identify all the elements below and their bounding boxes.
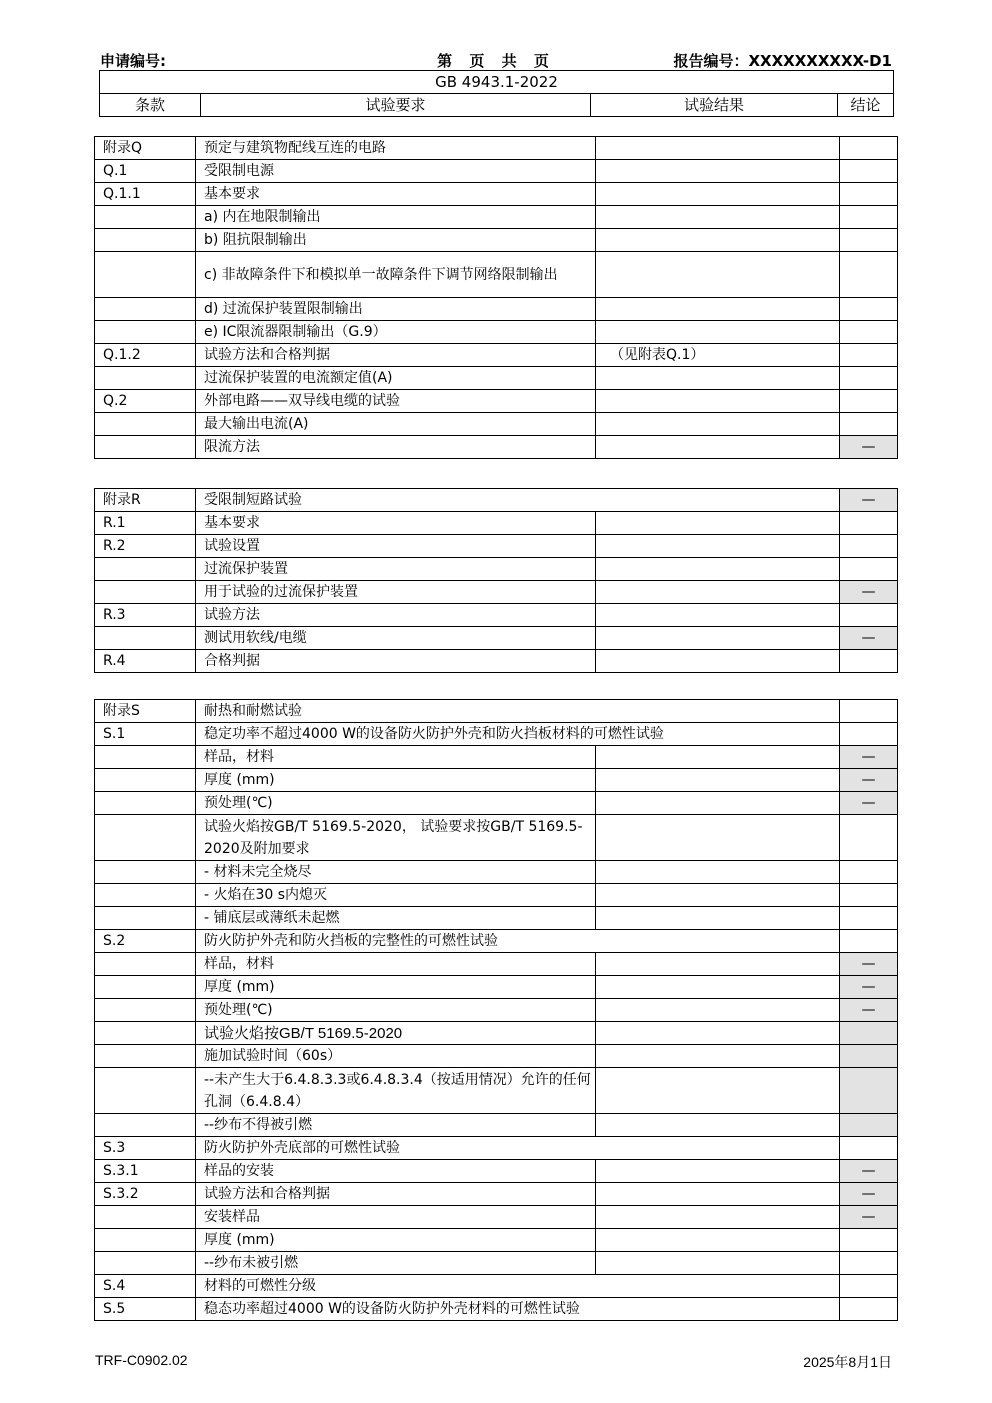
table-row — [95, 1275, 898, 1298]
table-row — [95, 1114, 898, 1137]
requirement-cell: d) 过流保护装置限制输出 — [196, 298, 596, 321]
clause-cell — [95, 229, 196, 252]
verdict-cell — [840, 1022, 898, 1045]
table-row — [95, 1252, 898, 1275]
requirement-cell: 试验方法和合格判据 — [196, 344, 596, 367]
clause-cell — [95, 413, 196, 436]
clause-cell: S.5 — [95, 1298, 196, 1321]
verdict-cell — [840, 1068, 898, 1114]
clause-cell — [95, 581, 196, 604]
result-cell — [596, 1252, 840, 1275]
table-row — [95, 390, 898, 413]
verdict-cell: — — [840, 1206, 898, 1229]
result-cell — [596, 792, 840, 815]
result-cell — [596, 512, 840, 535]
requirement-cell: 受限制短路试验 — [196, 489, 840, 512]
clause-cell — [95, 769, 196, 792]
verdict-cell: — — [840, 1160, 898, 1183]
verdict-cell — [840, 650, 898, 673]
clause-cell: R.3 — [95, 604, 196, 627]
table-row — [95, 746, 898, 769]
result-cell — [596, 1183, 840, 1206]
clause-cell — [95, 1206, 196, 1229]
requirement-cell: 材料的可燃性分级 — [196, 1275, 840, 1298]
requirement-cell: 预处理(℃) — [196, 999, 596, 1022]
table-row — [95, 999, 898, 1022]
verdict-cell: — — [840, 489, 898, 512]
verdict-cell: — — [840, 953, 898, 976]
result-cell — [596, 581, 840, 604]
verdict-cell — [840, 1045, 898, 1068]
clause-cell: S.3.2 — [95, 1183, 196, 1206]
result-cell — [596, 160, 840, 183]
clause-cell — [95, 321, 196, 344]
result-cell — [596, 229, 840, 252]
result-cell — [596, 137, 840, 160]
verdict-cell — [840, 160, 898, 183]
result-cell — [596, 1206, 840, 1229]
table-row — [95, 769, 898, 792]
verdict-cell — [840, 229, 898, 252]
col-header-requirement: 试验要求 — [201, 94, 591, 117]
requirement-cell: 受限制电源 — [196, 160, 596, 183]
table-row — [95, 535, 898, 558]
clause-cell: S.4 — [95, 1275, 196, 1298]
table-row — [95, 1160, 898, 1183]
requirement-cell: 基本要求 — [196, 512, 596, 535]
clause-cell: S.1 — [95, 723, 196, 746]
requirement-cell: 施加试验时间（60s） — [196, 1045, 596, 1068]
col-header-result: 试验结果 — [591, 94, 838, 117]
requirement-cell: - 铺底层或薄纸未起燃 — [196, 907, 596, 930]
result-cell — [596, 1229, 840, 1252]
verdict-cell: — — [840, 627, 898, 650]
requirement-cell: e) IC限流器限制输出（G.9） — [196, 321, 596, 344]
requirement-cell: 样品，材料 — [196, 953, 596, 976]
requirement-cell: - 材料未完全烧尽 — [196, 861, 596, 884]
result-cell — [596, 367, 840, 390]
clause-cell: Q.2 — [95, 390, 196, 413]
table-row — [95, 1298, 898, 1321]
result-cell — [596, 390, 840, 413]
col-header-verdict: 结论 — [838, 94, 894, 117]
clause-cell — [95, 999, 196, 1022]
verdict-cell — [840, 604, 898, 627]
verdict-cell: — — [840, 769, 898, 792]
requirement-cell: 过流保护装置 — [196, 558, 596, 581]
requirement-cell: 基本要求 — [196, 183, 596, 206]
requirement-cell: --纱布未被引燃 — [196, 1252, 596, 1275]
table-row — [95, 907, 898, 930]
verdict-cell — [840, 413, 898, 436]
requirement-cell: 预定与建筑物配线互连的电路 — [196, 137, 596, 160]
verdict-cell — [840, 558, 898, 581]
clause-cell — [95, 907, 196, 930]
verdict-cell — [840, 298, 898, 321]
table-row — [95, 604, 898, 627]
verdict-cell — [840, 723, 898, 746]
requirement-cell: 样品，材料 — [196, 746, 596, 769]
requirement-cell: 预处理(℃) — [196, 792, 596, 815]
verdict-cell — [840, 512, 898, 535]
result-cell — [596, 252, 840, 298]
result-cell — [596, 1114, 840, 1137]
verdict-cell — [840, 137, 898, 160]
requirement-cell: b) 阻抗限制输出 — [196, 229, 596, 252]
verdict-cell: — — [840, 999, 898, 1022]
clause-cell — [95, 976, 196, 999]
clause-cell — [95, 815, 196, 861]
verdict-cell: — — [840, 976, 898, 999]
requirement-cell: 安装样品 — [196, 1206, 596, 1229]
result-cell — [596, 604, 840, 627]
verdict-cell: — — [840, 1183, 898, 1206]
table-row — [95, 160, 898, 183]
requirement-cell: 合格判据 — [196, 650, 596, 673]
verdict-cell — [840, 861, 898, 884]
form-code: TRF-C0902.02 — [95, 1352, 188, 1368]
application-number-label: 申请编号: — [100, 52, 166, 70]
table-row — [95, 206, 898, 229]
result-cell — [596, 1022, 840, 1045]
verdict-cell: — — [840, 581, 898, 604]
table-row — [95, 436, 898, 459]
result-cell — [596, 206, 840, 229]
verdict-cell — [840, 252, 898, 298]
result-cell — [596, 907, 840, 930]
requirement-cell: 厚度 (mm) — [196, 976, 596, 999]
requirement-cell: 耐热和耐燃试验 — [196, 700, 840, 723]
verdict-cell — [840, 884, 898, 907]
verdict-cell: — — [840, 746, 898, 769]
verdict-cell — [840, 1275, 898, 1298]
table-row — [95, 1206, 898, 1229]
appendix-s-table — [94, 699, 898, 1321]
requirement-cell: 试验方法 — [196, 604, 596, 627]
clause-cell: 附录Q — [95, 137, 196, 160]
clause-cell: R.4 — [95, 650, 196, 673]
table-row — [95, 976, 898, 999]
verdict-cell — [840, 1229, 898, 1252]
standard-header-table — [99, 70, 894, 117]
clause-cell — [95, 1045, 196, 1068]
requirement-cell: c) 非故障条件下和模拟单一故障条件下调节网络限制输出 — [196, 252, 596, 298]
requirement-cell: 试验火焰按GB/T 5169.5-2020， 试验要求按GB/T 5169.5-2020及附加要求 — [196, 815, 596, 861]
clause-cell: S.2 — [95, 930, 196, 953]
clause-cell — [95, 861, 196, 884]
clause-cell — [95, 953, 196, 976]
verdict-cell — [840, 930, 898, 953]
table-row — [95, 344, 898, 367]
clause-cell — [95, 1068, 196, 1114]
verdict-cell: — — [840, 792, 898, 815]
table-row — [95, 1068, 898, 1114]
requirement-cell: 稳定功率不超过4000 W的设备防火防护外壳和防火挡板材料的可燃性试验 — [196, 723, 840, 746]
result-cell — [596, 183, 840, 206]
requirement-cell: 稳态功率超过4000 W的设备防火防护外壳材料的可燃性试验 — [196, 1298, 840, 1321]
result-cell — [596, 769, 840, 792]
result-cell — [596, 413, 840, 436]
clause-cell — [95, 558, 196, 581]
table-row — [95, 183, 898, 206]
result-cell — [596, 953, 840, 976]
clause-cell: Q.1.2 — [95, 344, 196, 367]
table-row — [95, 627, 898, 650]
requirement-cell: 防火防护外壳底部的可燃性试验 — [196, 1137, 840, 1160]
table-row — [95, 252, 898, 298]
result-cell — [596, 999, 840, 1022]
requirement-cell: 限流方法 — [196, 436, 596, 459]
verdict-cell — [840, 907, 898, 930]
verdict-cell — [840, 815, 898, 861]
table-row — [95, 650, 898, 673]
clause-cell: S.3 — [95, 1137, 196, 1160]
clause-cell — [95, 1114, 196, 1137]
result-cell — [596, 861, 840, 884]
table-row — [95, 723, 898, 746]
clause-cell — [95, 1252, 196, 1275]
table-row — [95, 413, 898, 436]
table-row — [95, 1022, 898, 1045]
verdict-cell — [840, 321, 898, 344]
result-cell — [596, 884, 840, 907]
table-row — [95, 1229, 898, 1252]
table-row — [95, 298, 898, 321]
clause-cell — [95, 367, 196, 390]
verdict-cell — [840, 206, 898, 229]
clause-cell — [95, 746, 196, 769]
requirement-cell: 试验火焰按GB/T 5169.5-2020 — [196, 1022, 596, 1045]
requirement-cell: - 火焰在30 s内熄灭 — [196, 884, 596, 907]
clause-cell — [95, 627, 196, 650]
result-cell — [596, 558, 840, 581]
table-row — [95, 1137, 898, 1160]
verdict-cell — [840, 390, 898, 413]
result-cell — [596, 436, 840, 459]
clause-cell: S.3.1 — [95, 1160, 196, 1183]
table-row — [95, 321, 898, 344]
requirement-cell: 外部电路——双导线电缆的试验 — [196, 390, 596, 413]
verdict-cell — [840, 344, 898, 367]
form-date: 2025年8月1日 — [803, 1354, 892, 1370]
page-counter: 第 页 共 页 — [437, 52, 555, 70]
verdict-cell — [840, 1298, 898, 1321]
result-cell: （见附表Q.1） — [596, 344, 840, 367]
standard-title: GB 4943.1-2022 — [100, 71, 894, 94]
verdict-cell — [840, 1137, 898, 1160]
requirement-cell: 用于试验的过流保护装置 — [196, 581, 596, 604]
clause-cell — [95, 298, 196, 321]
clause-cell: Q.1.1 — [95, 183, 196, 206]
table-row — [95, 700, 898, 723]
table-row — [95, 953, 898, 976]
requirement-cell: --未产生大于6.4.8.3.3或6.4.8.3.4（按适用情况）允许的任何孔洞（6.4.8.4） — [196, 1068, 596, 1114]
verdict-cell — [840, 700, 898, 723]
result-cell — [596, 535, 840, 558]
clause-cell — [95, 436, 196, 459]
table-row — [95, 884, 898, 907]
table-row — [95, 861, 898, 884]
table-row — [95, 792, 898, 815]
result-cell — [596, 1068, 840, 1114]
clause-cell: R.1 — [95, 512, 196, 535]
table-row — [95, 581, 898, 604]
requirement-cell: a) 内在地限制输出 — [196, 206, 596, 229]
clause-cell — [95, 884, 196, 907]
requirement-cell: 防火防护外壳和防火挡板的完整性的可燃性试验 — [196, 930, 840, 953]
requirement-cell: --纱布不得被引燃 — [196, 1114, 596, 1137]
result-cell — [596, 746, 840, 769]
result-cell — [596, 815, 840, 861]
table-row — [95, 558, 898, 581]
verdict-cell — [840, 183, 898, 206]
result-cell — [596, 976, 840, 999]
clause-cell: Q.1 — [95, 160, 196, 183]
table-row — [95, 367, 898, 390]
clause-cell: R.2 — [95, 535, 196, 558]
table-row — [95, 1183, 898, 1206]
requirement-cell: 测试用软线/电缆 — [196, 627, 596, 650]
appendix-r-table — [94, 488, 898, 673]
table-row — [95, 229, 898, 252]
result-cell — [596, 1160, 840, 1183]
clause-cell — [95, 1022, 196, 1045]
col-header-clause: 条款 — [100, 94, 201, 117]
requirement-cell: 过流保护装置的电流额定值(A) — [196, 367, 596, 390]
clause-cell — [95, 792, 196, 815]
table-row — [95, 489, 898, 512]
verdict-cell — [840, 1114, 898, 1137]
verdict-cell — [840, 367, 898, 390]
requirement-cell: 试验设置 — [196, 535, 596, 558]
result-cell — [596, 627, 840, 650]
requirement-cell: 厚度 (mm) — [196, 1229, 596, 1252]
verdict-cell: — — [840, 436, 898, 459]
requirement-cell: 厚度 (mm) — [196, 769, 596, 792]
requirement-cell: 最大输出电流(A) — [196, 413, 596, 436]
clause-cell — [95, 252, 196, 298]
verdict-cell — [840, 1252, 898, 1275]
table-row — [95, 1045, 898, 1068]
table-row — [95, 137, 898, 160]
clause-cell — [95, 206, 196, 229]
requirement-cell: 试验方法和合格判据 — [196, 1183, 596, 1206]
table-row — [95, 815, 898, 861]
result-cell — [596, 650, 840, 673]
result-cell — [596, 321, 840, 344]
clause-cell: 附录S — [95, 700, 196, 723]
result-cell — [596, 1045, 840, 1068]
appendix-q-table — [94, 136, 898, 459]
requirement-cell: 样品的安装 — [196, 1160, 596, 1183]
table-row — [95, 930, 898, 953]
clause-cell: 附录R — [95, 489, 196, 512]
clause-cell — [95, 1229, 196, 1252]
verdict-cell — [840, 535, 898, 558]
report-number: 报告编号：XXXXXXXXXX-D1 — [673, 52, 892, 70]
result-cell — [596, 298, 840, 321]
table-row — [95, 512, 898, 535]
